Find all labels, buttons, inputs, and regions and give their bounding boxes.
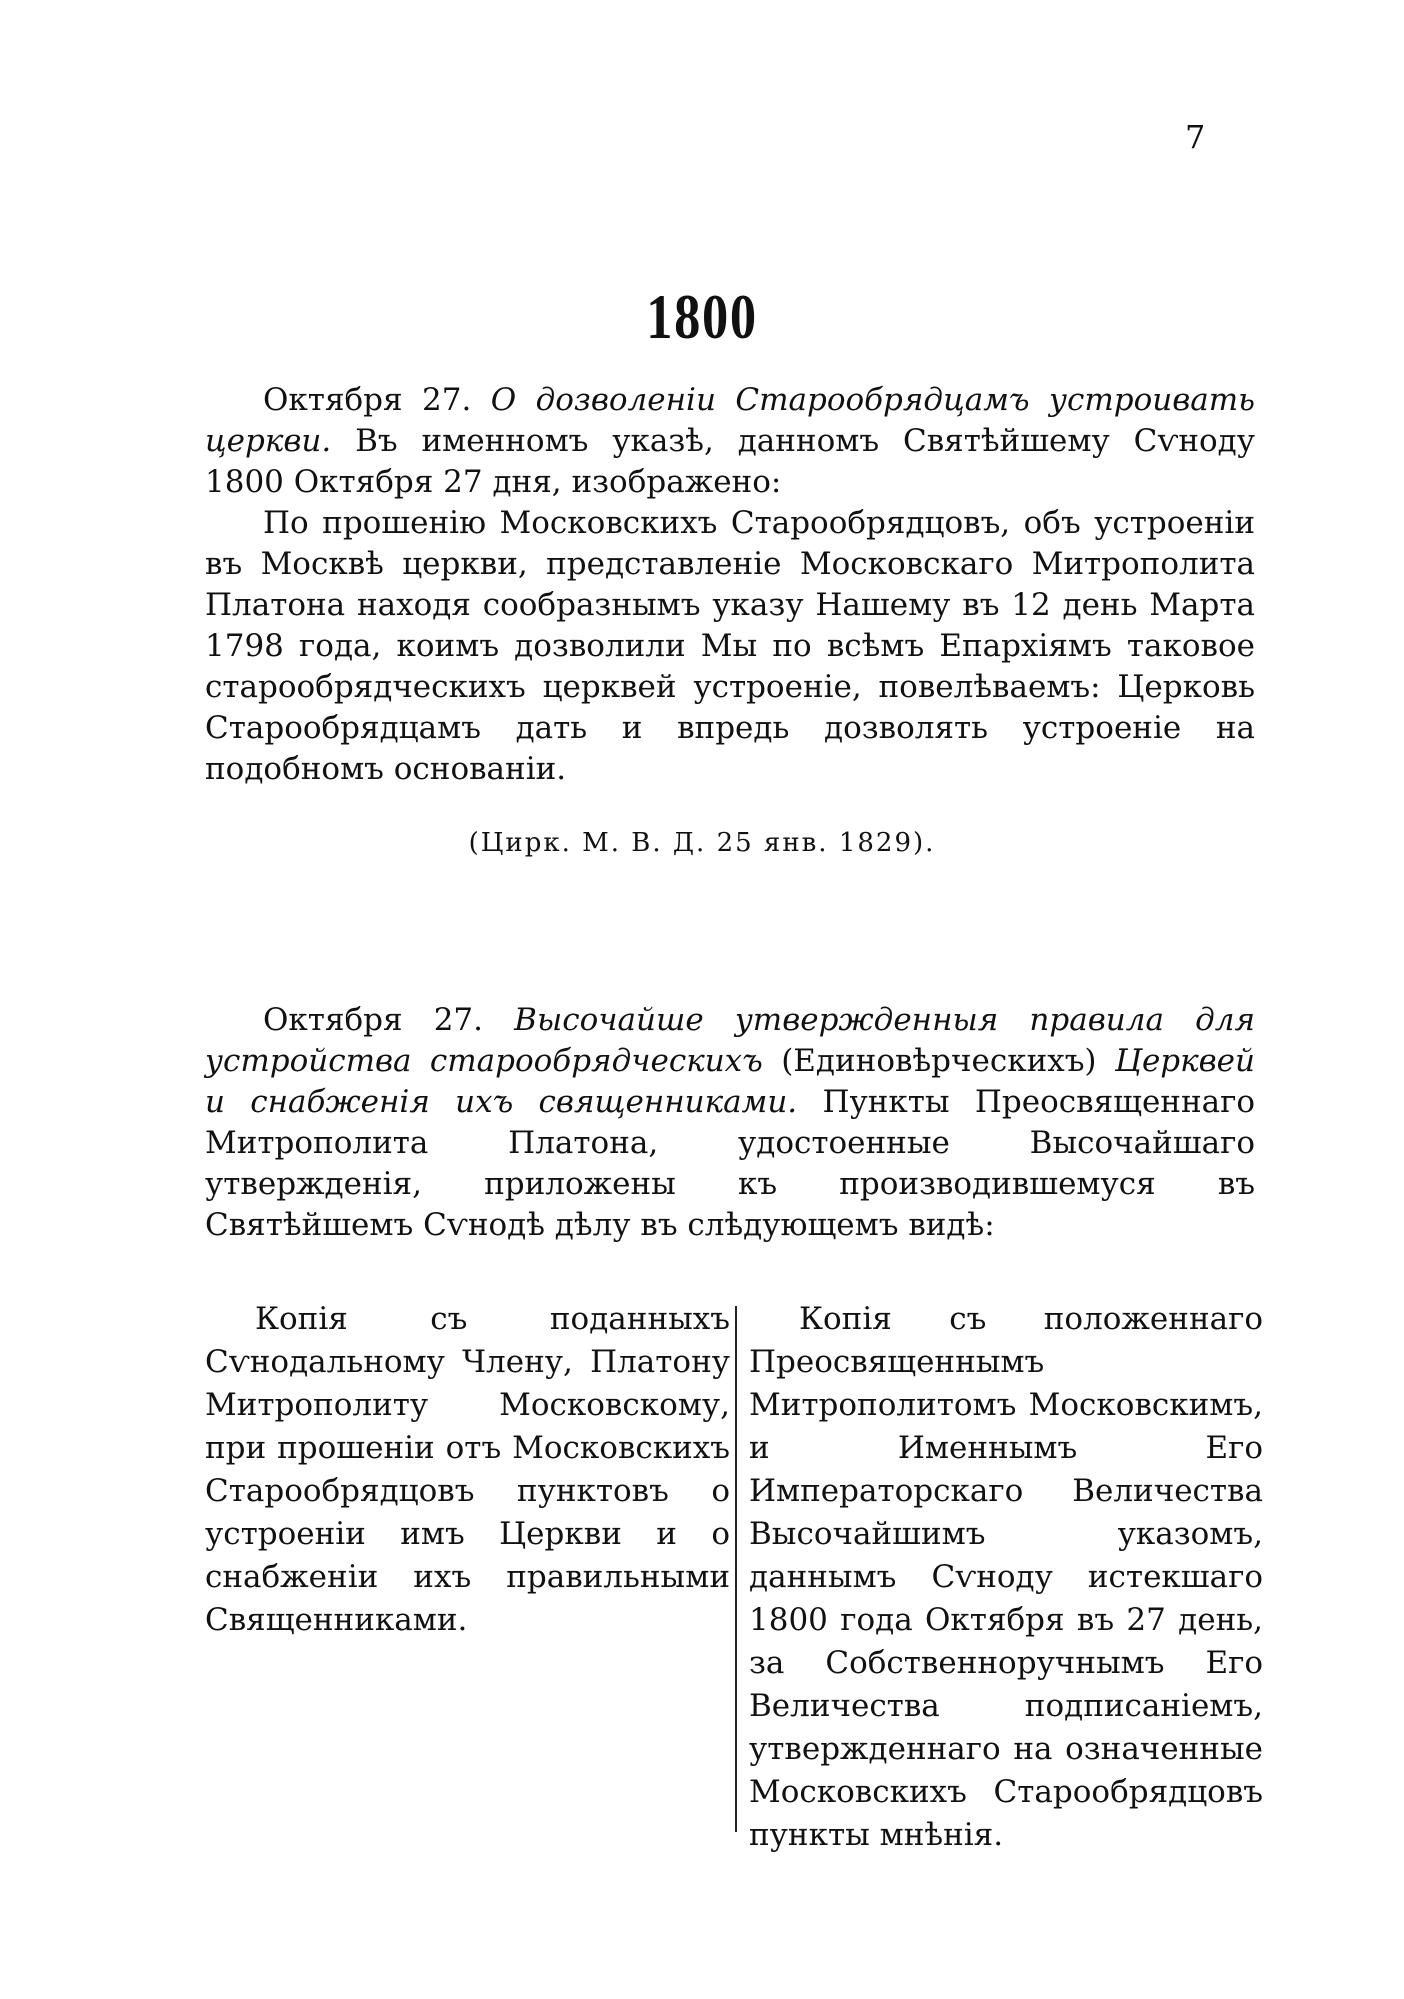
entry-2-title-b: (Единовѣрческихъ) — [781, 1043, 1097, 1079]
column-divider — [735, 1306, 737, 1832]
year-heading: 1800 — [646, 281, 758, 352]
entry-1 — [205, 380, 1255, 790]
entry-2-title-c: Церквей и снабженія ихъ священниками. — [205, 1043, 1255, 1120]
entry-1-heading — [205, 380, 1255, 503]
entry-2-title-a: Высочайше утвержденныя правила для устройства старообрядческихъ — [205, 1002, 1255, 1079]
entry-2-body: Пункты Преосвященнаго Митрополита Платона, удостоенные Высочайшаго утвержденія, приложены къ производившемуся въ Святѣйшемъ Сѵнодѣ дѣлу въ слѣдующемъ видѣ: — [205, 1084, 1256, 1243]
entry-2 — [205, 1000, 1255, 1246]
entry-1-title: О дозволеніи Старообрядцамъ устроивать церкви. — [205, 382, 1256, 459]
entry-2-date: Октября 27. — [263, 1002, 484, 1038]
entry-1-body: По прошенію Московскихъ Старообрядцовъ, объ устроеніи въ Москвѣ церкви, представленіе Московскаго Митрополита Платона находя сообразнымъ указу Нашему въ 12 день Марта 1798 года, коимъ дозволили Мы по всѣмъ Епархіямъ таковое старообрядческихъ церквей устроеніе, повелѣваемъ: Церковь Старообрядцамъ дать и впредь дозволять устроеніе на подобномъ основаніи. — [205, 505, 1255, 787]
entry-1-intro: Въ именномъ указѣ, данномъ Святѣйшему Сѵноду 1800 Октября 27 дня, изображено: — [205, 423, 1255, 500]
right-column: Копія съ положеннаго Преосвященнымъ Митрополитомъ Московскимъ, и Именнымъ Его Императорскаго Величества Высочайшимъ указомъ, даннымъ Сѵноду истекшаго 1800 года Октября въ 27 день, за Собственноручнымъ Его Величества подписаніемъ, утвержденнаго на означенные Московскихъ Старообрядцовъ пункты мнѣнія. — [749, 1301, 1263, 1853]
entry-1-reference: (Цирк. М. В. Д. 25 янв. 1829). — [468, 828, 936, 858]
left-column: Копія съ поданныхъ Сѵнодальному Члену, Платону Митрополиту Московскому, при прошеніи отъ Московскихъ Старообрядцовъ пунктовъ о устроеніи имъ Церкви и о снабженіи ихъ правильными Священниками. — [205, 1301, 730, 1638]
entry-1-date: Октября 27. — [263, 382, 472, 418]
entry-2-paragraph — [205, 1000, 1255, 1246]
page-number: 7 — [1185, 118, 1206, 156]
